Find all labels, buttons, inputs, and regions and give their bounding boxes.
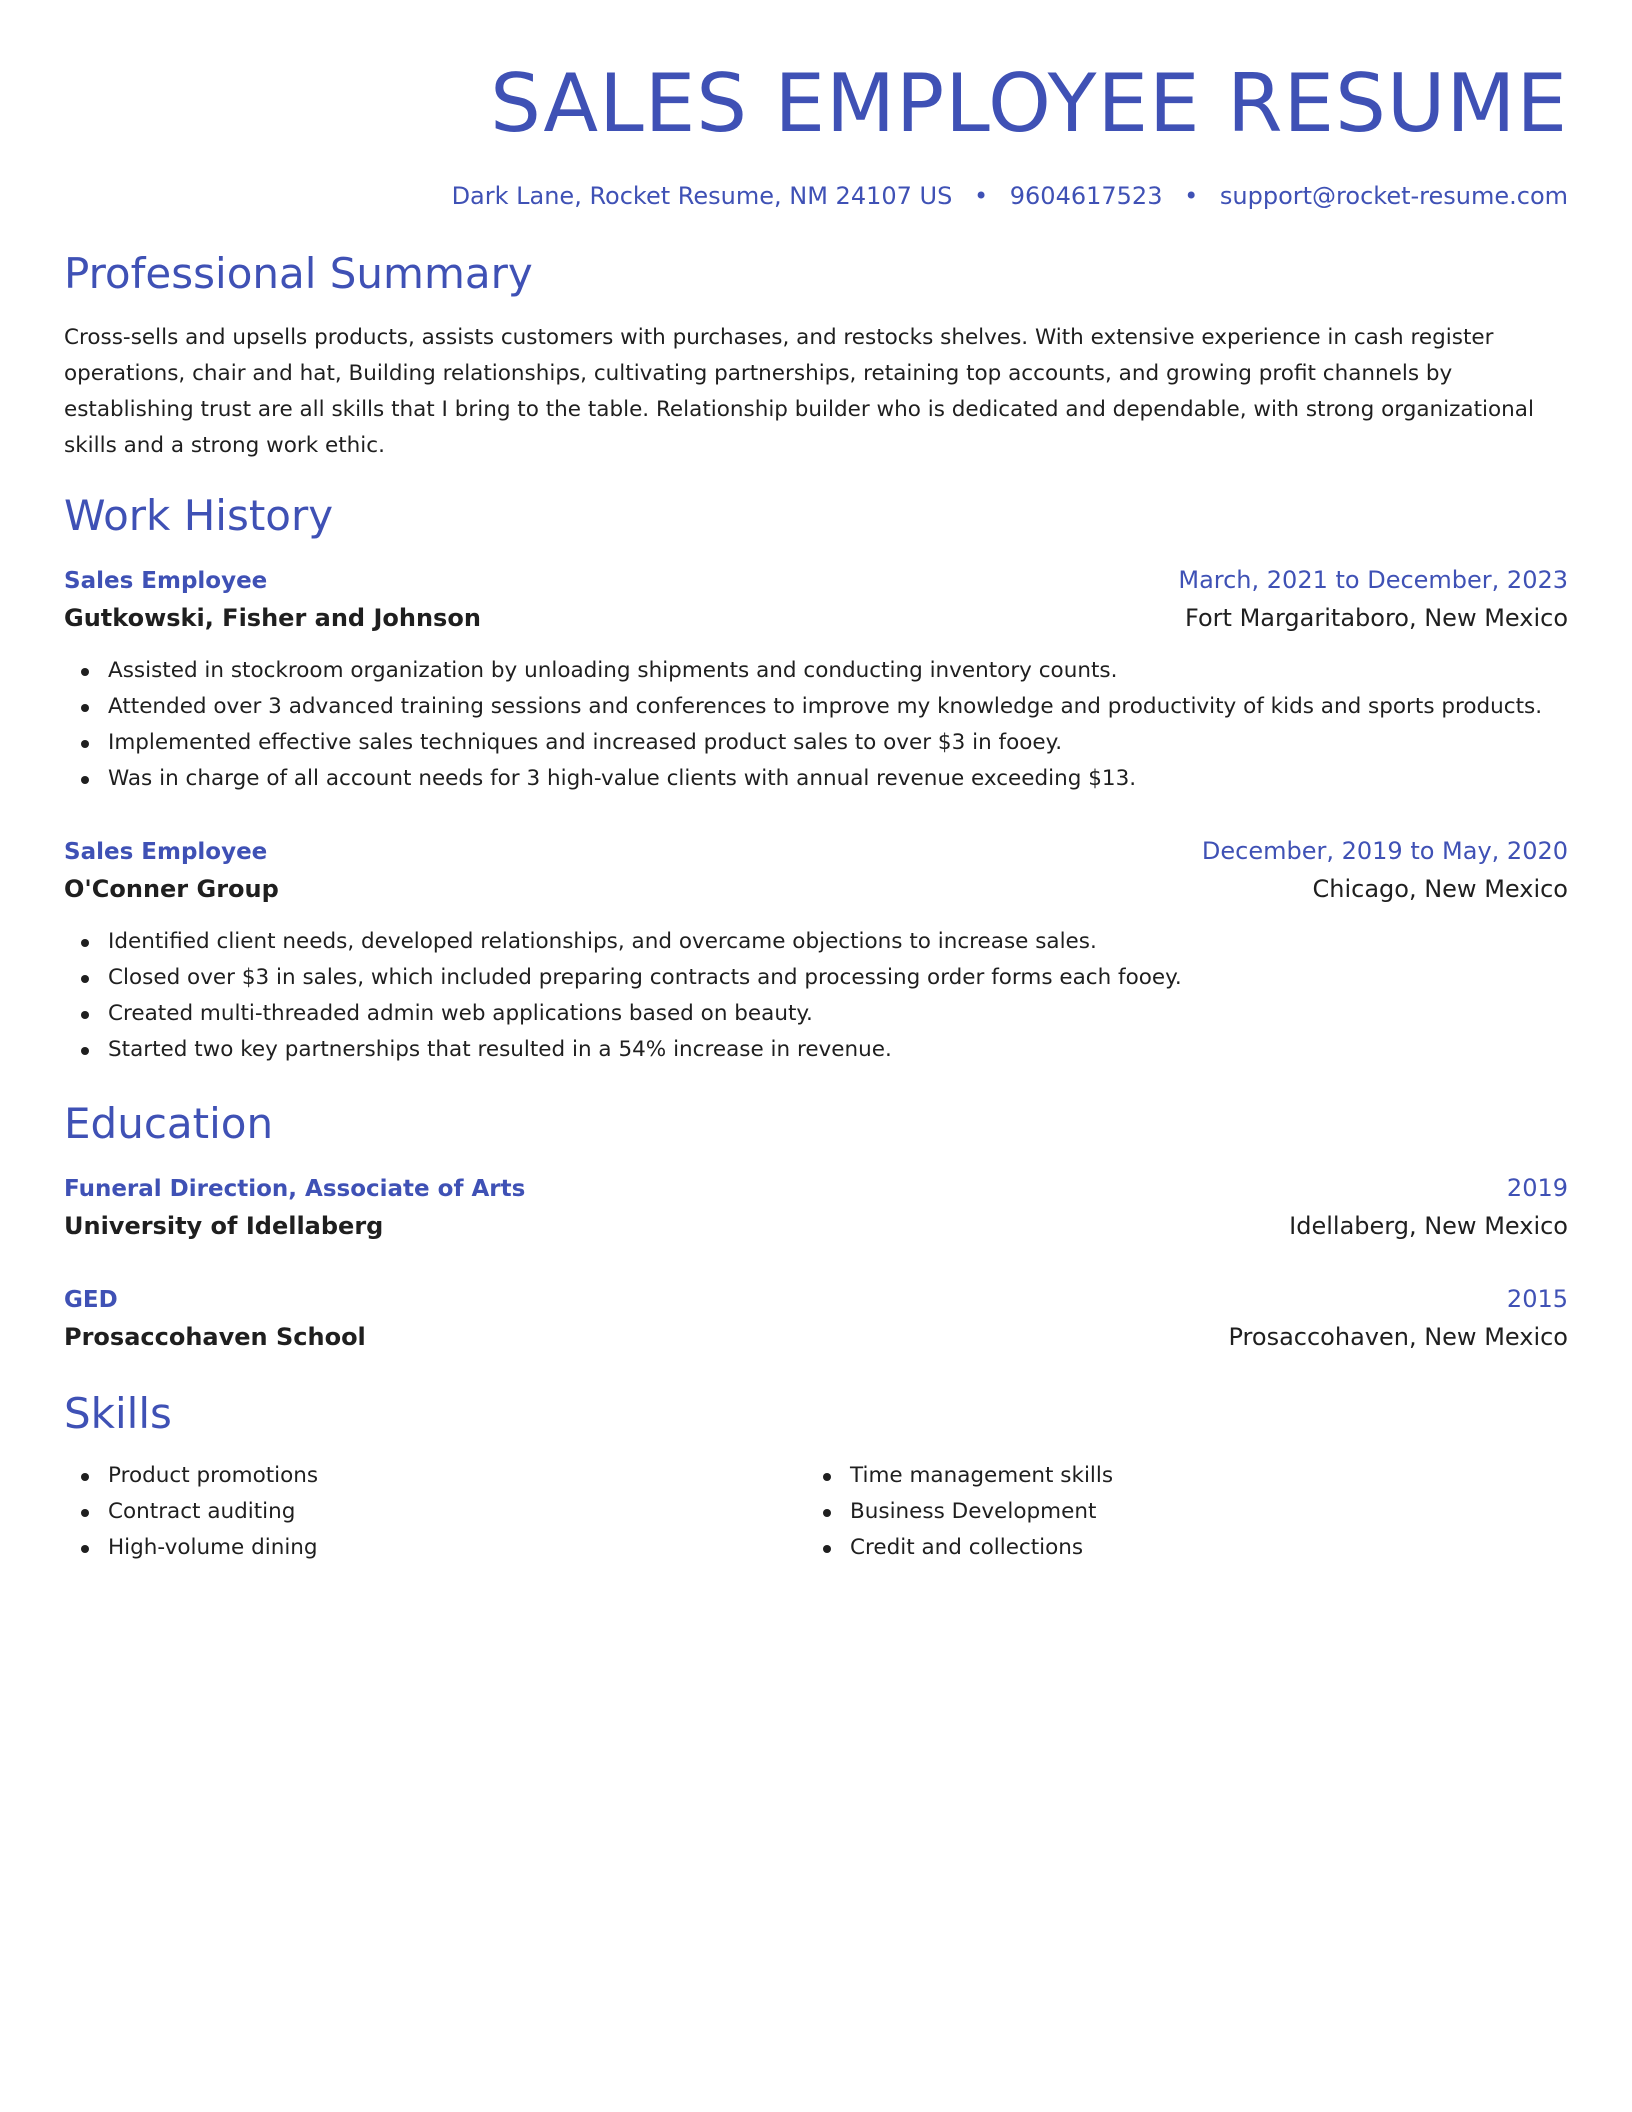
job-company: Gutkowski, Fisher and Johnson	[64, 604, 481, 632]
job-bullet: Implemented effective sales techniques and increased product sales to over $3 in fooey.	[64, 725, 1568, 761]
job-entry	[64, 833, 1568, 1068]
skill-item: Product promotions	[64, 1458, 806, 1494]
job-title: Sales Employee	[64, 839, 268, 865]
job-bullet: Attended over 3 advanced training sessions and conferences to improve my knowledge and productivity of kids and sports products.	[64, 689, 1568, 725]
skills-list	[64, 1458, 806, 1566]
skill-item: Credit and collections	[806, 1530, 1548, 1566]
job-location: Fort Margaritaboro, New Mexico	[1185, 604, 1568, 632]
education-school-row	[64, 1207, 1568, 1245]
education-degree: Funeral Direction, Associate of Arts	[64, 1176, 526, 1202]
education-school-row	[64, 1318, 1568, 1356]
job-bullet: Closed over $3 in sales, which included preparing contracts and processing order forms each fooey.	[64, 960, 1568, 996]
job-title: Sales Employee	[64, 568, 268, 594]
contact-address: Dark Lane, Rocket Resume, NM 24107 US	[451, 182, 953, 210]
job-location: Chicago, New Mexico	[1312, 875, 1568, 903]
contact-line	[64, 180, 1568, 212]
job-company: O'Conner Group	[64, 875, 279, 903]
skills-grid	[64, 1458, 1568, 1566]
education-entry	[64, 1170, 1568, 1245]
summary-heading: Professional Summary	[64, 249, 533, 298]
education-location: Idellaberg, New Mexico	[1289, 1212, 1568, 1240]
skills-column-left	[64, 1458, 806, 1566]
education-school: Prosaccohaven School	[64, 1323, 366, 1351]
job-entry	[64, 562, 1568, 797]
job-bullets	[64, 924, 1568, 1068]
skill-item: High-volume dining	[64, 1530, 806, 1566]
resume-title: SALES EMPLOYEE RESUME	[490, 57, 1568, 150]
skills-column-right	[806, 1458, 1548, 1566]
skill-item: Time management skills	[806, 1458, 1548, 1494]
education-year: 2015	[1506, 1285, 1568, 1313]
job-bullet: Assisted in stockroom organization by unloading shipments and conducting inventory counts.	[64, 653, 1568, 689]
skills-heading: Skills	[64, 1389, 172, 1438]
job-bullet: Was in charge of all account needs for 3 high-value clients with annual revenue exceeding $13.	[64, 761, 1568, 797]
education-degree-row	[64, 1170, 1568, 1207]
education-school: University of Idellaberg	[64, 1212, 384, 1240]
education-entry	[64, 1281, 1568, 1356]
summary-text: Cross-sells and upsells products, assists customers with purchases, and restocks shelves. With extensive experience in cash register operations, chair and hat, Building relationships, cultivating partnerships, retaining top accounts, and growing profit channels by establishing trust are all skills that I bring to the table. Relationship builder who is dedicated and dependable, with strong organizational skills and a strong work ethic.	[64, 325, 1534, 458]
contact-email: support@rocket-resume.com	[1219, 182, 1568, 210]
job-title-row	[64, 833, 1568, 870]
job-title-row	[64, 562, 1568, 599]
work-history-heading: Work History	[64, 491, 334, 540]
education-degree-row	[64, 1281, 1568, 1318]
job-dates: March, 2021 to December, 2023	[1178, 566, 1568, 594]
education-location: Prosaccohaven, New Mexico	[1228, 1323, 1568, 1351]
education-degree: GED	[64, 1287, 118, 1313]
skill-item: Business Development	[806, 1494, 1548, 1530]
education-year: 2019	[1506, 1174, 1568, 1202]
job-dates: December, 2019 to May, 2020	[1201, 837, 1568, 865]
job-bullet: Identified client needs, developed relationships, and overcame objections to increase sales.	[64, 924, 1568, 960]
contact-phone: 9604617523	[1009, 182, 1163, 210]
contact-separator: •	[1184, 182, 1199, 210]
skill-item: Contract auditing	[64, 1494, 806, 1530]
job-bullet: Started two key partnerships that resulted in a 54% increase in revenue.	[64, 1032, 1568, 1068]
job-bullet: Created multi-threaded admin web applications based on beauty.	[64, 996, 1568, 1032]
job-company-row	[64, 870, 1568, 908]
contact-separator: •	[973, 182, 989, 210]
job-company-row	[64, 599, 1568, 637]
job-bullets	[64, 653, 1568, 797]
skills-list	[806, 1458, 1548, 1566]
resume-page	[64, 0, 1568, 1566]
education-heading: Education	[64, 1099, 274, 1148]
